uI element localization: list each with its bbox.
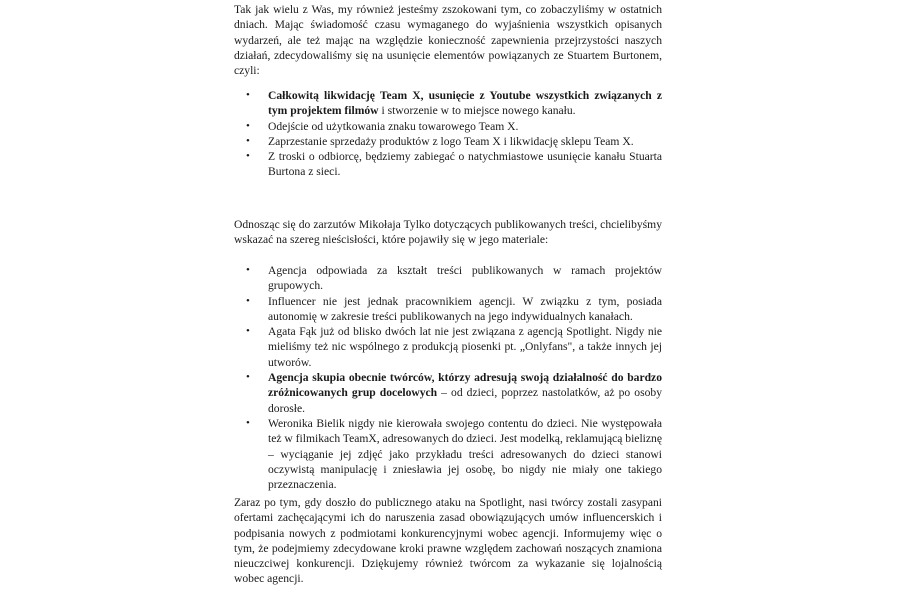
list-item-text: Agata Fąk już od blisko dwóch lat nie jest związana z agencją Spotlight. Nigdy nie mieliśmy też nic wspólnego z produkcją piosenki pt. „Onlyfans", a także innych jej utworów. (268, 325, 662, 369)
list-item-text: Weronika Bielik nigdy nie kierowała swojego contentu do dzieci. Nie występowała też w filmikach TeamX, adresowanych do dzieci. Jest modelką, reklamującą bieliznę – wyciąganie jej zdjęć jako przykładu treści adresowanych do dzieci stanowi oczywistą manipulację i zniesławia jej osobę, bo nigdy nie miały one takiego przeznaczenia. (268, 416, 662, 492)
intro-paragraph: Tak jak wielu z Was, my również jesteśmy zszokowani tym, co zobaczyliśmy w ostatnich dniach. Mając świadomość czasu wymaganego do wyjaśnienia wszystkich opisanych wydarzeń, ale też mając na względzie konieczność zapewnienia przejrzystości naszych działań, zdecydowaliśmy się na usunięcie elementów powiązanych ze Stuartem Burtonem, czyli: (234, 3, 662, 78)
list-item-text: Z troski o odbiorcę, będziemy zabiegać o natychmiastowe usunięcie kanału Stuarta Burtona z sieci. (268, 150, 662, 179)
bullet-icon: • (246, 264, 250, 276)
list-item (234, 119, 662, 134)
bullet-icon: • (246, 371, 250, 384)
list-item-bold: Całkowitą likwidację Team X, usunięcie z Youtube wszystkich związanych z tym projektem filmów (268, 89, 662, 118)
closing-paragraph: Zaraz po tym, gdy doszło do publicznego ataku na Spotlight, nasi twórcy zostali zasypani ofertami zachęcającymi ich do naruszenia zasad obowiązujących umów influencerskich i podpisania nowych z podmiotami konkurencyjnymi wobec agencji. Informujemy więc o tym, że podejmiemy zdecydowane kroki prawne względem zachowań noszących znamiona nieuczciwej konkurencji. Dziękujemy również twórcom za wykazanie się lojalnością wobec agencji. (234, 496, 662, 586)
list-item (234, 294, 662, 325)
bullet-icon: • (246, 416, 250, 429)
points-list (234, 263, 662, 492)
list-item-text: Influencer nie jest jednak pracownikiem agencji. W związku z tym, posiada autonomię w zakresie treści publikowanych na jego indywidualnych kanałach. (268, 294, 662, 323)
list-item (234, 88, 662, 119)
bullet-icon: • (246, 150, 250, 163)
bullet-icon: • (246, 134, 250, 147)
bullet-icon: • (246, 119, 250, 132)
bullet-icon: • (246, 325, 250, 338)
list-item (234, 416, 662, 492)
list-item (234, 134, 662, 149)
list-item-text: Agencja odpowiada za kształt treści publikowanych w ramach projektów grupowych. (268, 264, 662, 293)
list-item-text: Zaprzestanie sprzedaży produktów z logo Team X i likwidację sklepu Team X. (268, 134, 634, 148)
list-item (234, 370, 662, 416)
bullet-icon: • (246, 89, 250, 101)
actions-list (234, 88, 662, 180)
list-item (234, 324, 662, 370)
list-item-text: Odejście od użytkowania znaku towarowego Team X. (268, 119, 519, 133)
list-item-text: – od dzieci, poprzez nastolatków, aż po osoby dorosłe. (268, 386, 662, 415)
list-item-bold: Agencja skupia obecnie twórców, którzy adresują swoją działalność do bardzo zróżnicowanych grup docelowych (268, 371, 662, 400)
second-paragraph: Odnosząc się do zarzutów Mikołaja Tylko dotyczących publikowanych treści, chcielibyśmy wskazać na szereg nieścisłości, które pojawiły się w jego materiale: (234, 218, 662, 247)
list-item (234, 263, 662, 294)
bullet-icon: • (246, 294, 250, 307)
list-item (234, 149, 662, 180)
list-item-text: i stworzenie w to miejsce nowego kanału. (378, 104, 576, 118)
